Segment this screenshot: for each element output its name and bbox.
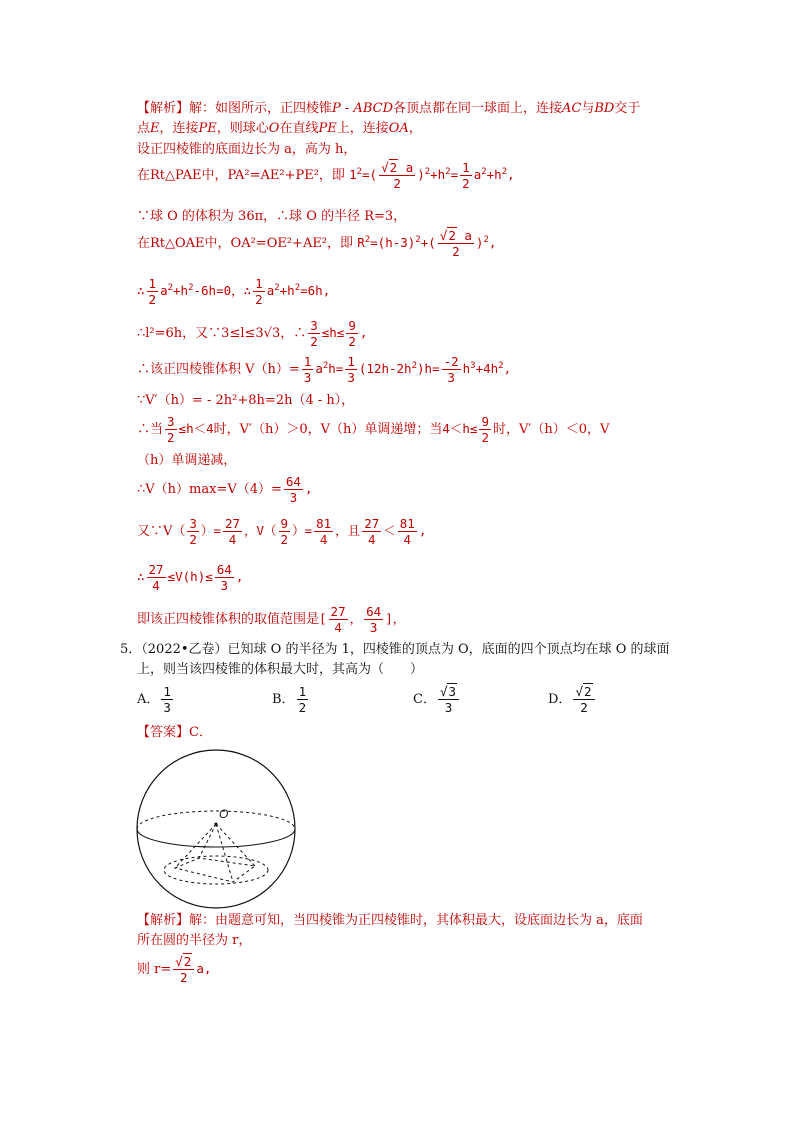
solution1-line12: ∴当 $\frac{3}{2}$ ≤h＜4时，V′（h）＞0，V（h）单调递增；当4＜h≤ $\frac{9}{2}$ 时，V′（h）＜0，V: [137, 414, 610, 445]
solution1-line4: 在Rt△PAE中，PA²=AE²+PE²，即 $1^2=$( $\frac{√2 a}{2}$ )$^2+h^2=$ $\frac{1}{2}$ $a^2+h^2$,: [137, 160, 515, 191]
solution1-line6: 在Rt△OAE中，OA²=OE²+AE²，即 $R^2=(h-3)^2+$( $\frac{√2 a}{2}$ )$^2$,: [137, 228, 497, 259]
problem5-line1: 5．（2022•乙卷）已知球 O 的半径为 1，四棱锥的顶点为 O，底面的四个顶点均在球 O 的球面: [120, 642, 670, 657]
problem5-line2: 上，则当该四棱锥的体积最大时，其高为（ ）: [137, 662, 424, 677]
solution1-line17: 即该正四棱锥体积的取值范围是[ $\frac{27}{4}$ ， $\frac{64}{3}$ ]，: [137, 604, 406, 635]
diagram-label-o: O: [219, 807, 229, 821]
option-a[interactable]: A． $\frac{1}{3}$: [137, 684, 171, 715]
solution2-line3: 则 r= $\frac{√2}{2}$ a,: [137, 954, 212, 985]
solution1-line9: ∴l²=6h，又∵3≤l≤3√3，∴ $\frac{3}{2}$ ≤h≤ $\frac{9}{2}$ ,: [137, 318, 368, 349]
solution1-line15: 又∵V（ $\frac{3}{2}$ ）= $\frac{27}{4}$ ，V（ $\frac{9}{2}$ ）= $\frac{81}{4}$ ，且 $\frac{27}{4}$ ＜ $\frac{81}{4}$ ,: [137, 516, 427, 547]
solution1-line2: 点E，连接PE，则球心O在直线PE上，连接OA，: [137, 121, 422, 136]
option-d[interactable]: D． $\frac{√2}{2}$: [548, 684, 597, 715]
solution1-line14: ∴V（h）max=V（4）= $\frac{64}{3}$ ,: [137, 474, 313, 505]
option-b[interactable]: B． $\frac{1}{2}$: [272, 684, 307, 715]
solution1-line5: ∵球 O 的体积为 36π，∴球 O 的半径 R=3，: [137, 209, 407, 224]
sphere-pyramid-diagram: [135, 748, 297, 910]
answer: 【答案】C．: [137, 725, 212, 740]
solution1-line11: ∵V′（h）= - 2h²+8h=2h（4 - h），: [137, 393, 355, 408]
solution1-line3: 设正四棱锥的底面边长为 a，高为 h，: [137, 142, 357, 157]
solution1-line1: 【解析】解：如图所示，正四棱锥P - ABCD各顶点都在同一球面上，连接AC与BD交于: [137, 101, 641, 116]
solution2-line1: 【解析】解：由题意可知，当四棱锥为正四棱锥时，其体积最大，设底面边长为 a，底面: [137, 913, 643, 928]
solution1-line16: ∴ $\frac{27}{4}$ ≤V(h)≤ $\frac{64}{3}$ ,: [137, 562, 244, 593]
solution1-line13: （h）单调递减，: [137, 453, 237, 468]
solution1-line7: ∴ $\frac{1}{2}$ $a^2+h^2-6h=0$，∴ $\frac{1}{2}$ $a^2+h^2=6h$,: [137, 276, 331, 307]
option-c[interactable]: C． $\frac{√3}{3}$: [413, 684, 461, 715]
solution1-line10: ∴该正四棱锥体积 V（h）= $\frac{1}{3}$ $a^2h=$ $\frac{1}{3}$ $(12h-2h^2)h=$ $\frac{-2}{3}$ $h^3+4h^2$,: [137, 354, 512, 385]
solution2-line2: 所在圆的半径为 r，: [137, 933, 252, 948]
